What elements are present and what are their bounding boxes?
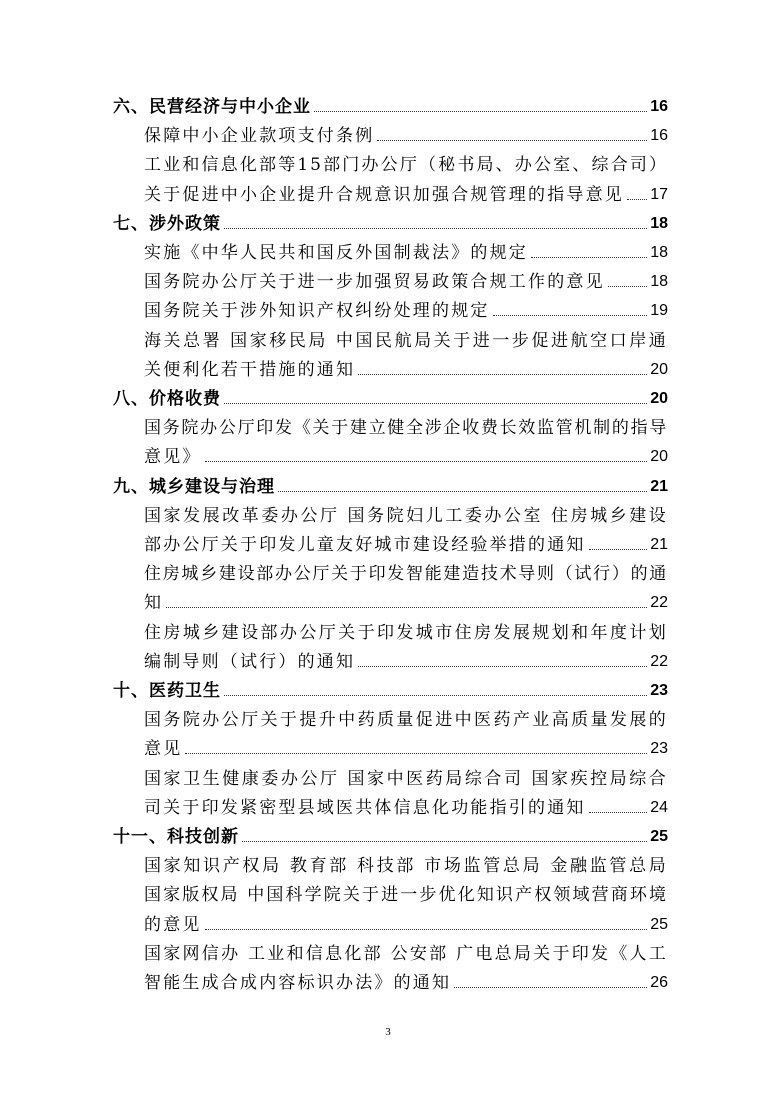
dot-leader bbox=[454, 987, 647, 988]
dot-leader bbox=[358, 666, 647, 667]
toc-page-number: 23 bbox=[650, 740, 668, 758]
dot-leader bbox=[608, 286, 647, 287]
toc-entry-line bbox=[144, 498, 668, 527]
toc-entry-title: 意见》 bbox=[144, 447, 202, 468]
toc-entry-title: 国务院办公厅印发《关于建立健全涉企收费长效监管机制的指导 bbox=[144, 418, 668, 439]
toc-section-title: 七、涉外政策 bbox=[113, 213, 221, 234]
dot-leader bbox=[358, 374, 647, 375]
toc-entry-line bbox=[144, 410, 668, 439]
toc-entry-title: 国家网信办 工业和信息化部 公安部 广电总局关于印发《人工 bbox=[144, 943, 668, 964]
toc-page-number: 23 bbox=[650, 682, 668, 699]
toc-entry-line bbox=[144, 848, 668, 877]
toc-entry-line bbox=[144, 907, 668, 936]
dot-leader bbox=[205, 461, 648, 462]
toc-entry-title: 司关于印发紧密型县域医共体信息化功能指引的通知 bbox=[144, 797, 586, 818]
toc-entry-title: 住房城乡建设部办公厅关于印发智能建造技术导则（试行）的通 bbox=[144, 564, 668, 585]
toc-page-number: 16 bbox=[650, 127, 668, 145]
toc-entry-title: 国务院关于涉外知识产权纠纷处理的规定 bbox=[144, 301, 490, 322]
toc-entry-line bbox=[144, 352, 668, 381]
toc-section-heading bbox=[113, 673, 668, 702]
dot-leader bbox=[166, 607, 647, 608]
toc-entry-title: 国家知识产权局 教育部 科技部 市场监管总局 金融监管总局 bbox=[144, 856, 668, 877]
toc-section-title: 八、价格收费 bbox=[113, 389, 221, 409]
toc-section-heading bbox=[113, 819, 668, 848]
toc-section-title: 十、医药卫生 bbox=[113, 681, 221, 701]
toc-section-heading bbox=[113, 469, 668, 498]
dot-leader bbox=[314, 111, 647, 112]
toc-entry-line bbox=[144, 439, 668, 468]
dot-leader bbox=[531, 257, 647, 258]
toc-entry-title: 实施《中华人民共和国反外国制裁法》的规定 bbox=[144, 243, 528, 263]
toc-entry-title: 工业和信息化部等15部门办公厅（秘书局、办公室、综合司） bbox=[144, 155, 668, 176]
toc-entry-title: 部办公厅关于印发儿童友好城市建设经验举措的通知 bbox=[144, 535, 586, 555]
toc-entry-line bbox=[144, 877, 668, 906]
toc-page-number: 18 bbox=[650, 273, 668, 291]
toc-page-number: 18 bbox=[650, 214, 668, 232]
toc-page-number: 17 bbox=[650, 185, 668, 203]
toc-entry-line bbox=[144, 702, 668, 731]
toc-page-number: 24 bbox=[650, 798, 668, 816]
dot-leader bbox=[493, 315, 648, 316]
toc-entry-title: 保障中小企业款项支付条例 bbox=[144, 126, 375, 147]
toc-entry-title: 关便利化若干措施的通知 bbox=[144, 359, 356, 380]
toc-entry-line bbox=[144, 527, 668, 556]
toc-page-number: 25 bbox=[650, 828, 668, 845]
toc-section-title: 九、城乡建设与治理 bbox=[113, 476, 275, 497]
toc-entry-title: 的意见 bbox=[144, 914, 202, 935]
toc-entry-line bbox=[144, 147, 668, 176]
toc-page-number: 20 bbox=[650, 390, 668, 407]
toc-page-number: 19 bbox=[650, 302, 668, 320]
dot-leader bbox=[224, 695, 647, 696]
dot-leader bbox=[377, 140, 647, 141]
toc-section-title: 六、民营经济与中小企业 bbox=[113, 97, 311, 117]
toc-page-number: 21 bbox=[650, 477, 668, 495]
toc-page-number: 16 bbox=[650, 98, 668, 115]
toc-page-number: 21 bbox=[650, 536, 668, 553]
toc-entry-title: 海关总署 国家移民局 中国民航局关于进一步促进航空口岸通 bbox=[144, 330, 668, 351]
toc-section-title: 十一、科技创新 bbox=[113, 827, 239, 847]
toc-entry-title: 国务院办公厅关于提升中药质量促进中医药产业高质量发展的 bbox=[144, 710, 668, 731]
toc-entry-line bbox=[144, 118, 668, 147]
dot-leader bbox=[242, 841, 647, 842]
toc-entry-line bbox=[144, 264, 668, 293]
dot-leader bbox=[589, 812, 648, 813]
toc-page-number: 18 bbox=[650, 244, 668, 261]
dot-leader bbox=[224, 228, 647, 229]
toc-entry-title: 国家版权局 中国科学院关于进一步优化知识产权领域营商环境 bbox=[144, 885, 668, 906]
toc-entry-line bbox=[144, 177, 668, 206]
toc-entry-title: 意见 bbox=[144, 739, 183, 760]
toc-page-number: 25 bbox=[650, 915, 668, 933]
toc-entry-line bbox=[144, 615, 668, 644]
toc-page-number: 20 bbox=[650, 448, 668, 466]
toc-entry-title: 关于促进中小企业提升合规意识加强合规管理的指导意见 bbox=[144, 184, 624, 205]
toc-entry-title: 编制导则（试行）的通知 bbox=[144, 651, 356, 672]
toc-entry-line bbox=[144, 556, 668, 585]
toc-page-number: 22 bbox=[650, 594, 668, 612]
dot-leader bbox=[185, 753, 647, 754]
toc-entry-line bbox=[144, 790, 668, 819]
toc-section-heading bbox=[113, 206, 668, 235]
page-number: 3 bbox=[385, 1026, 391, 1038]
toc-entry-line bbox=[144, 731, 668, 760]
dot-leader bbox=[224, 403, 647, 404]
toc-page-number: 20 bbox=[650, 360, 668, 378]
toc-entry-line bbox=[144, 323, 668, 352]
toc-entry-title: 国务院办公厅关于进一步加强贸易政策合规工作的意见 bbox=[144, 272, 605, 293]
toc-entry-line bbox=[144, 235, 668, 264]
toc-entry-title: 知 bbox=[144, 593, 164, 614]
toc-section-heading bbox=[113, 381, 668, 410]
toc-entry-title: 智能生成合成内容标识办法》的通知 bbox=[144, 973, 452, 993]
toc-entry-title: 国家发展改革委办公厅 国务院妇儿工委办公室 住房城乡建设 bbox=[144, 505, 668, 526]
toc-entry-line bbox=[144, 585, 668, 614]
toc-section-heading bbox=[113, 89, 668, 118]
dot-leader bbox=[589, 549, 648, 550]
toc-entry-line bbox=[144, 761, 668, 790]
toc-page-number: 22 bbox=[650, 652, 668, 670]
toc-entry-title: 国家卫生健康委办公厅 国家中医药局综合司 国家疾控局综合 bbox=[144, 768, 668, 789]
toc-entry-line bbox=[144, 293, 668, 322]
toc-entry-title: 住房城乡建设部办公厅关于印发城市住房发展规划和年度计划 bbox=[144, 622, 668, 643]
toc-entry-line bbox=[144, 644, 668, 673]
dot-leader bbox=[627, 199, 647, 200]
dot-leader bbox=[205, 929, 648, 930]
toc-page-number: 26 bbox=[650, 974, 668, 991]
toc-entry-line bbox=[144, 965, 668, 994]
dot-leader bbox=[278, 491, 647, 492]
toc-entry-line bbox=[144, 936, 668, 965]
